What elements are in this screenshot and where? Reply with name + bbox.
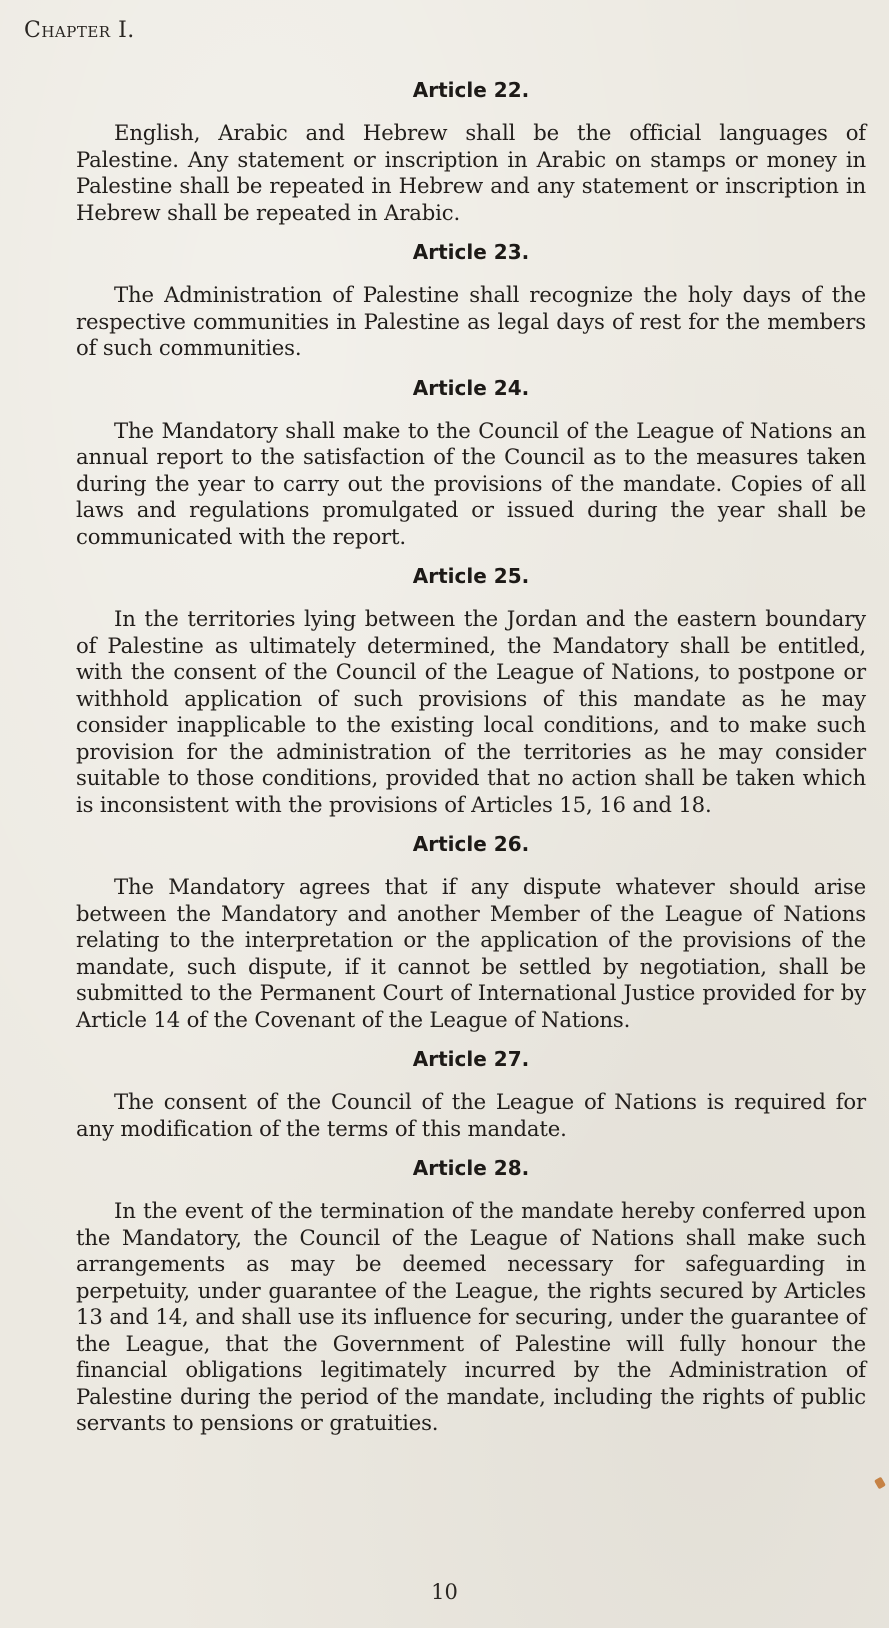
chapter-heading: Chapter I.	[24, 18, 135, 43]
article-title: Article 27.	[412, 1047, 530, 1071]
article-title: Article 22.	[412, 78, 530, 102]
article-26	[76, 832, 866, 1033]
articles-body	[76, 78, 866, 1451]
article-title: Article 23.	[412, 240, 530, 264]
article-text: The Mandatory shall make to the Council of the League of Nations an annual report to the satisfaction of the Council as to the measures taken during the year to carry out the provisions of the mandate. Copies of all laws and regulations promulgated or issued during the year shall be communicated with the report.	[76, 417, 866, 549]
article-27	[76, 1047, 866, 1142]
article-text: English, Arabic and Hebrew shall be the official languages of Palestine. Any statement or inscription in Arabic on stamps or money in Palestine shall be repeated in Hebrew and any statement or inscription in Hebrew shall be repeated in Arabic.	[76, 120, 866, 225]
article-title: Article 25.	[412, 564, 530, 588]
paper-mark	[874, 1477, 886, 1490]
article-text: The consent of the Council of the League of Nations is required for any modification of the terms of this mandate.	[76, 1089, 866, 1141]
article-23	[76, 240, 866, 362]
article-28	[76, 1156, 866, 1437]
article-text: In the event of the termination of the mandate hereby conferred upon the Mandatory, the Council of the League of Nations shall make such arrangements as may be deemed necessary for safeguarding in perpetuity, under guarantee of the League, the rights secured by Articles 13 and 14, and shall use its influence for securing, under the guarantee of the League, that the Government of Palestine will fully honour the financial obligations legitimately incurred by the Administration of Palestine during the period of the mandate, including the rights of public servants to pensions or gratuities.	[76, 1198, 866, 1435]
article-text: The Administration of Palestine shall recognize the holy days of the respective communities in Palestine as legal days of rest for the members of such communities.	[76, 282, 866, 360]
page-number: 10	[431, 1580, 458, 1604]
article-24	[76, 376, 866, 551]
article-title: Article 28.	[412, 1156, 530, 1180]
article-22	[76, 78, 866, 226]
article-text: The Mandatory agrees that if any dispute whatever should arise between the Mandatory and another Member of the League of Nations relating to the interpretation or the application of the provisions of the mandate, such dispute, if it cannot be settled by negotiation, shall be submitted to the Permanent Court of International Justice provided for by Article 14 of the Covenant of the League of Nations.	[76, 874, 866, 1032]
article-25	[76, 564, 866, 818]
article-text: In the territories lying between the Jordan and the eastern boundary of Palestine as ultimately determined, the Mandatory shall be entitled, with the consent of the Council of the League of Nations, to postpone or withhold application of such provisions of this mandate as he may consider inapplicable to the existing local conditions, and to make such provision for the administration of the territories as he may consider suitable to those conditions, provided that no action shall be taken which is inconsistent with the provisions of Articles 15, 16 and 18.	[76, 606, 866, 817]
article-title: Article 26.	[412, 832, 530, 856]
article-title: Article 24.	[412, 375, 530, 400]
